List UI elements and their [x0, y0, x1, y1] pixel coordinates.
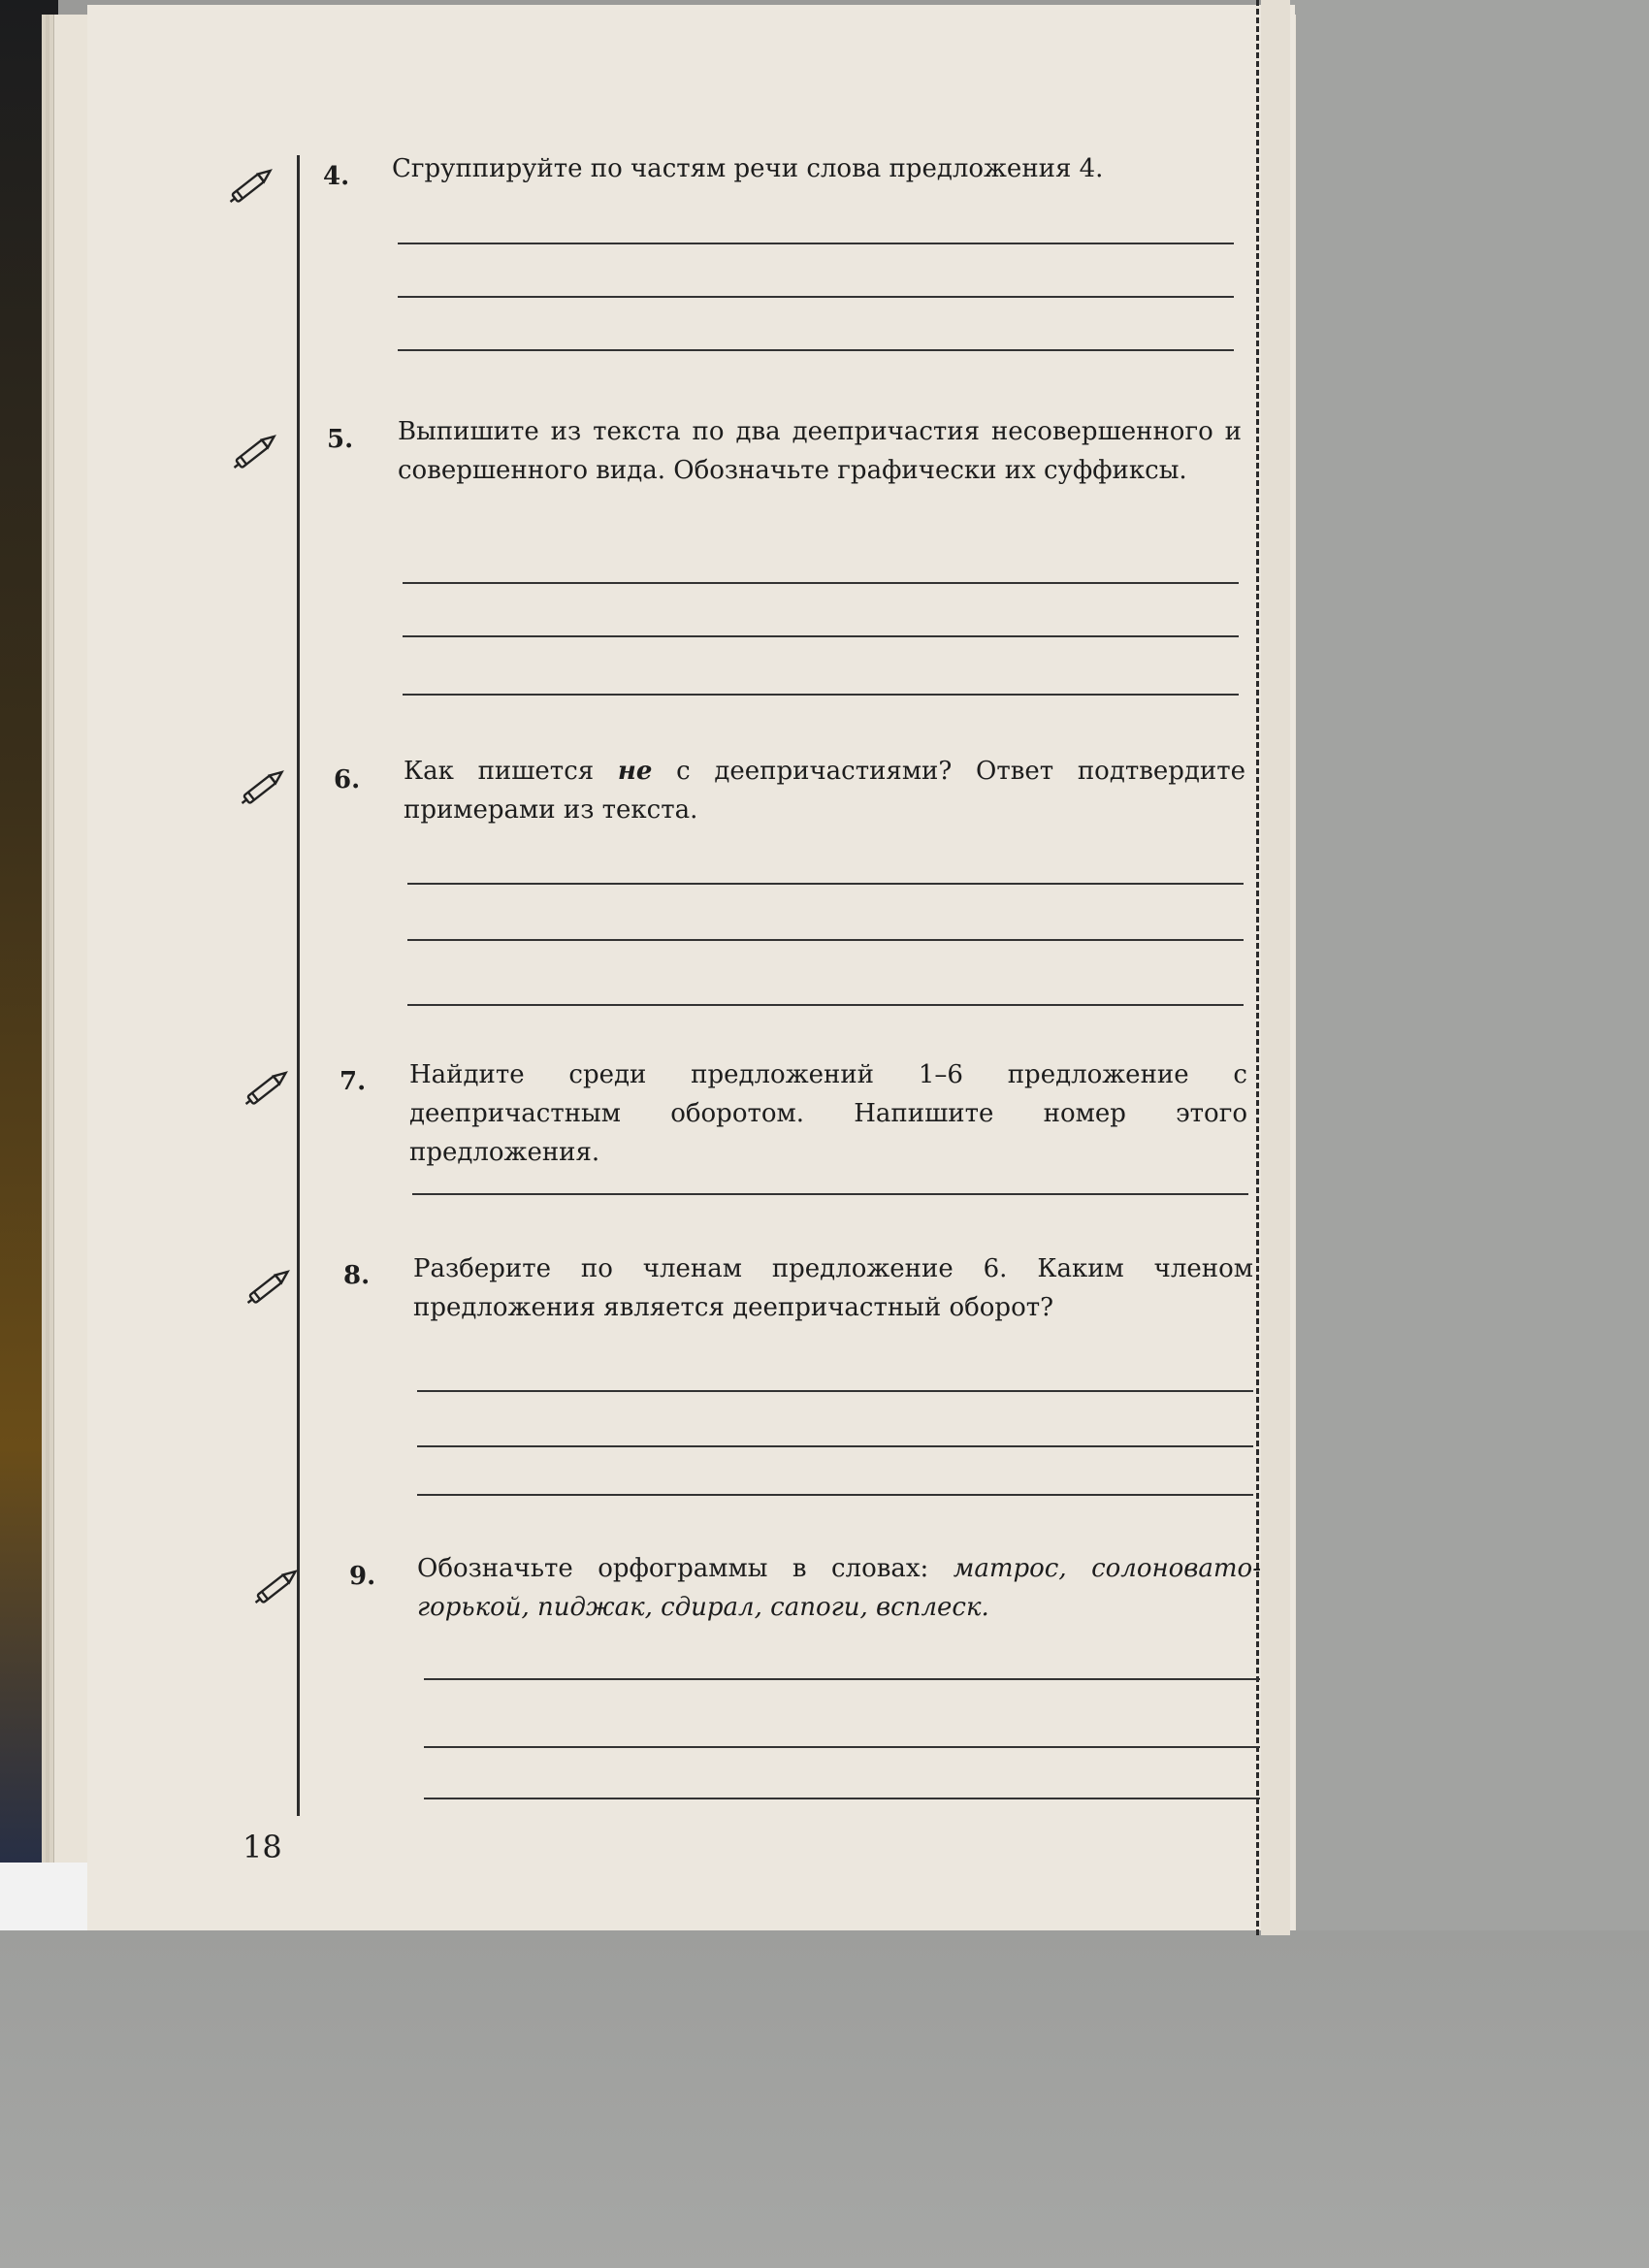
pen-icon [225, 423, 283, 481]
task-number: 4. [323, 162, 350, 191]
answer-line[interactable] [417, 1390, 1253, 1392]
answer-line[interactable] [398, 296, 1234, 298]
workbook-page [87, 5, 1295, 1930]
task-text-part: Как пишется [404, 757, 618, 786]
task-text: Разберите по членам предложение 6. Каким членом предложения является деепричастный оборот? [413, 1254, 1253, 1322]
task-text: Сгруппируйте по частям речи слова предложения 4. [392, 154, 1104, 183]
background-bottom [0, 1930, 1649, 2268]
background-left-dark [0, 0, 58, 1930]
pen-icon [221, 157, 279, 215]
answer-line[interactable] [424, 1746, 1260, 1748]
answer-line[interactable] [424, 1678, 1260, 1680]
answer-line[interactable] [403, 635, 1239, 637]
answer-line[interactable] [407, 939, 1244, 941]
pen-icon [237, 1059, 295, 1118]
page-number: 18 [242, 1829, 282, 1865]
task-text-emphasis: не [617, 757, 653, 786]
background-left-white [0, 1863, 97, 1930]
answer-line[interactable] [407, 1004, 1244, 1006]
task-number: 7. [340, 1067, 367, 1096]
answer-line[interactable] [417, 1445, 1253, 1447]
task-text-part: Обозначьте орфограммы в словах: [417, 1554, 954, 1583]
task-text-emphasis: матрос, солоновато-горькой, пиджак, сдирал, сапоги, всплеск. [417, 1554, 1261, 1622]
answer-line[interactable] [403, 582, 1239, 584]
answer-line[interactable] [403, 694, 1239, 696]
task-text [417, 1549, 1261, 1627]
task-number: 9. [349, 1562, 376, 1591]
answer-line[interactable] [424, 1798, 1260, 1799]
pen-icon [233, 759, 291, 817]
answer-line[interactable] [417, 1494, 1253, 1496]
answer-line[interactable] [407, 883, 1244, 885]
pen-icon [246, 1558, 305, 1616]
task-text: Найдите среди предложений 1–6 предложение с деепричастным оборотом. Напишите номер этого предложения. [409, 1060, 1247, 1167]
pen-icon [239, 1258, 297, 1316]
task-text: Выпишите из текста по два деепричастия несовершенного и совершенного вида. Обозначьте графически их суффиксы. [398, 417, 1242, 485]
task-text [404, 752, 1245, 829]
task-number: 5. [327, 425, 354, 454]
task-number: 8. [343, 1261, 371, 1290]
perforation-line [1256, 0, 1259, 1935]
answer-line[interactable] [412, 1193, 1248, 1195]
task-number: 6. [334, 765, 361, 794]
background-right [1290, 0, 1649, 2268]
task-text-part: с деепричастиями? Ответ подтвердите примерами из текста. [404, 757, 1245, 825]
answer-line[interactable] [398, 349, 1234, 351]
page-edge [1261, 0, 1290, 1935]
answer-line[interactable] [398, 243, 1234, 244]
